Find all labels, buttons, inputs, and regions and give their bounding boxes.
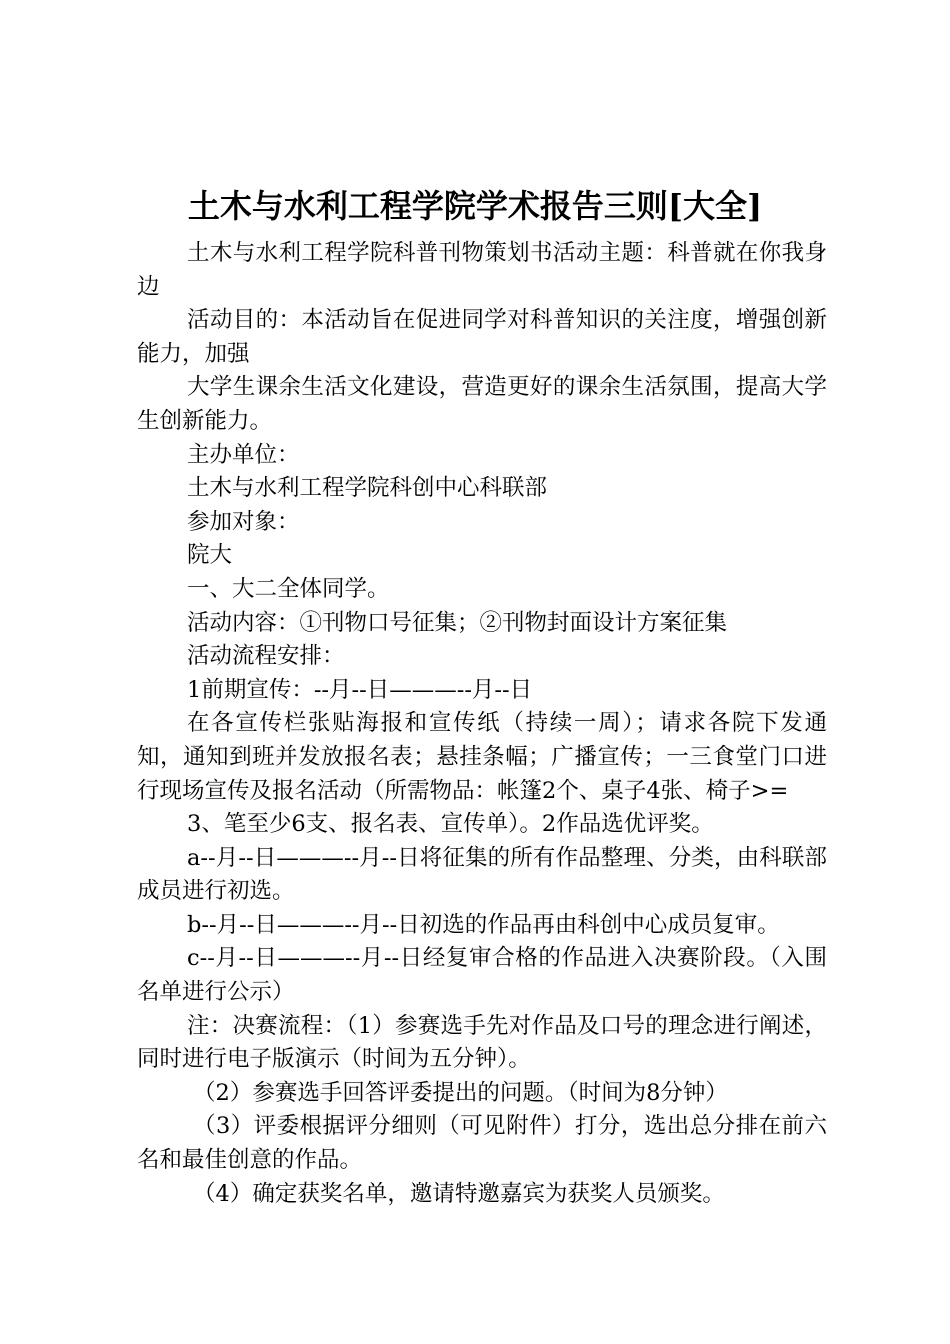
paragraph: 土木与水利工程学院科普刊物策划书活动主题：科普就在你我身边 [137,240,827,300]
paragraph: 主办单位： [187,441,300,468]
paragraph: 一、大二全体同学。 [187,575,390,602]
paragraph: 3、笔至少6支、报名表、宣传单）。2作品选优评奖。 [187,811,714,838]
paragraph: （3）评委根据评分细则（可见附件）打分，选出总分排在前六名和最佳创意的作品。 [137,1113,827,1174]
paragraph: 土木与水利工程学院科创中心科联部 [187,475,548,502]
paragraph: 活动流程安排： [187,643,345,670]
document-title: 土木与水利工程学院学术报告三则[大全] [187,187,763,225]
paragraph: c--月--日———--月--日经复审合格的作品进入决赛阶段。（入围名单进行公示） [137,945,827,1006]
paragraph: 参加对象： [187,508,300,535]
document-body [137,237,827,1211]
paragraph: 在各宣传栏张贴海报和宣传纸（持续一周）；请求各院下发通知，通知到班并发放报名表；悬挂条幅；广播宣传；一三食堂门口进行现场宣传及报名活动（所需物品：帐篷2个、桌子4张、椅子>= [137,710,827,804]
paragraph: 大学生课余生活文化建设，营造更好的课余生活氛围，提高大学生创新能力。 [137,374,827,434]
paragraph: a--月--日———--月--日将征集的所有作品整理、分类，由科联部成员进行初选。 [137,844,827,905]
paragraph: 院大 [187,542,233,569]
paragraph: （2）参赛选手回答评委提出的问题。（时间为8分钟） [193,1079,728,1106]
paragraph: 1前期宣传：--月--日———--月--日 [187,676,533,703]
paragraph: 活动内容：①刊物口号征集；②刊物封面设计方案征集 [187,609,728,636]
paragraph: 活动目的：本活动旨在促进同学对科普知识的关注度，增强创新能力，加强 [137,307,827,367]
paragraph: （4）确定获奖名单，邀请特邀嘉宾为获奖人员颁奖。 [193,1180,725,1207]
paragraph: b--月--日———--月--日初选的作品再由科创中心成员复审。 [187,911,780,938]
paragraph: 注：决赛流程：（1）参赛选手先对作品及口号的理念进行阐述，同时进行电子版演示（时间为五分钟）。 [137,1012,827,1073]
